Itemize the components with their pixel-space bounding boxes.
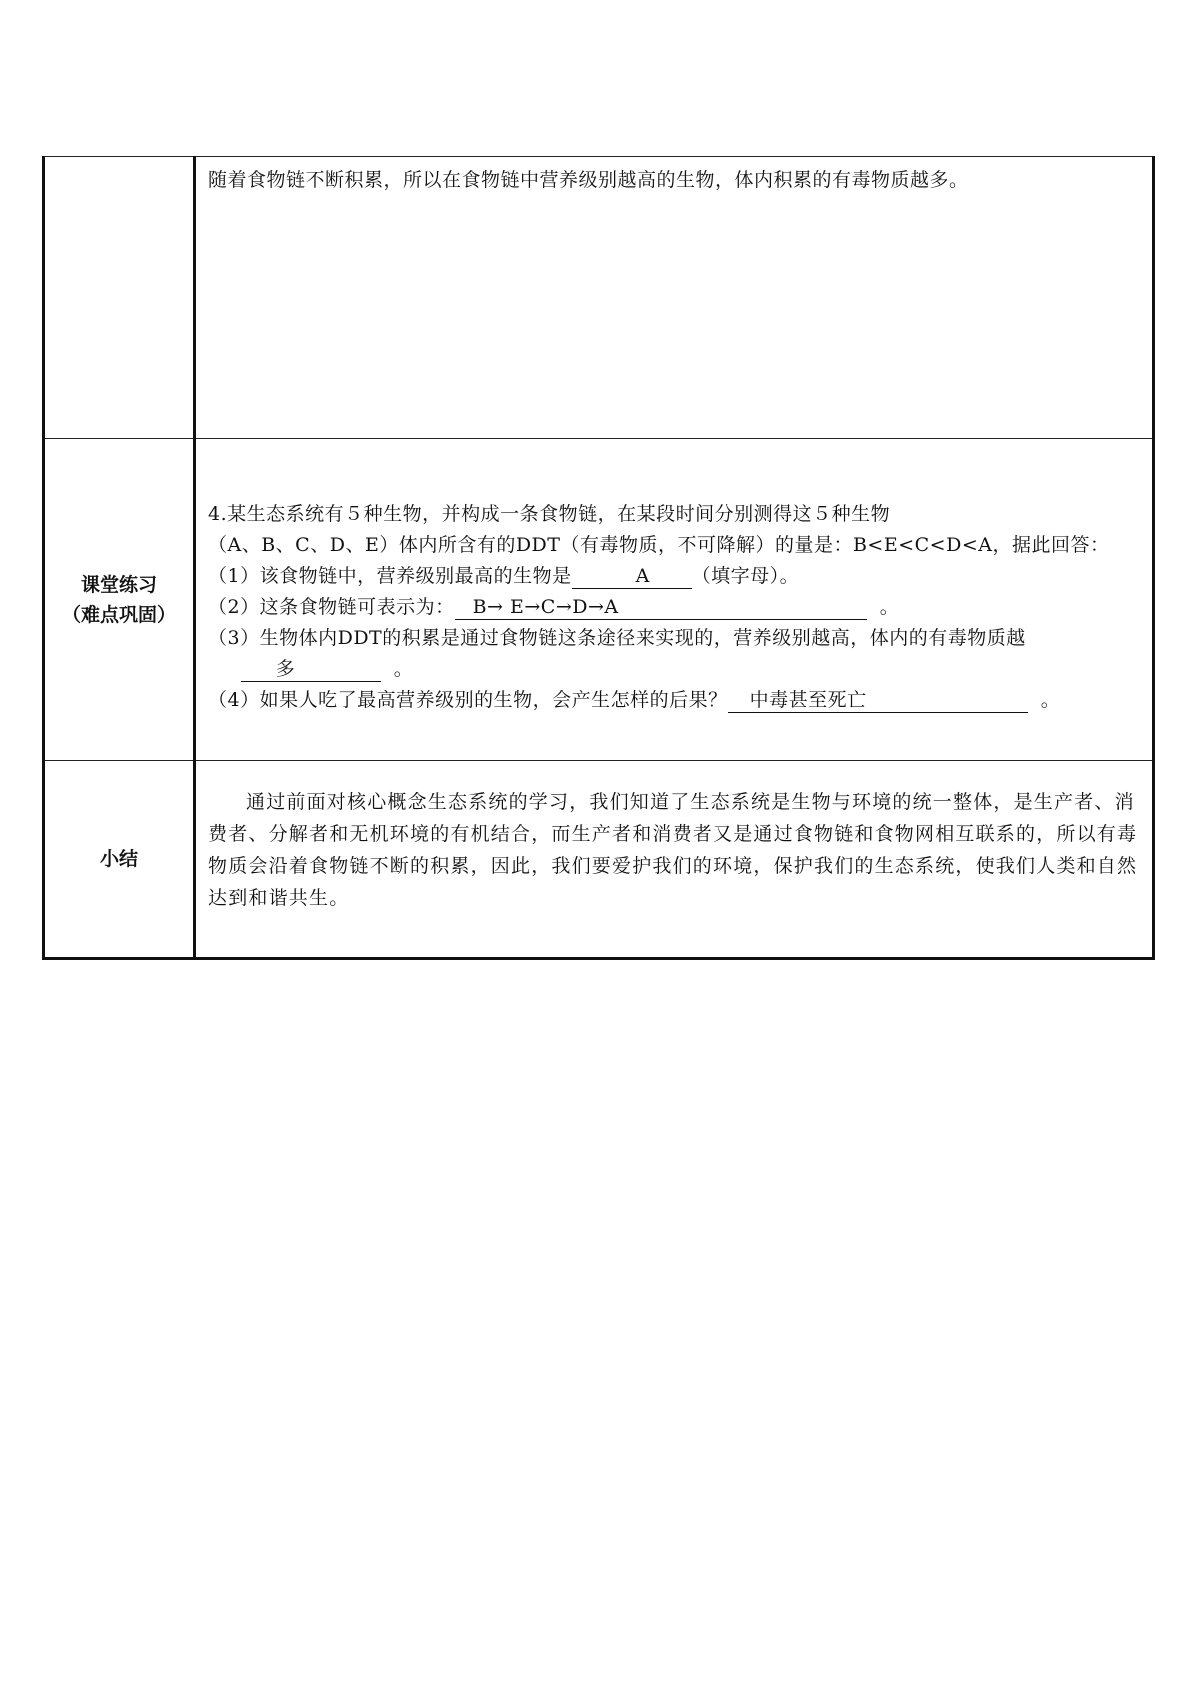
carry-over-label-cell <box>44 157 195 439</box>
summary-row <box>44 761 1154 959</box>
carry-over-text: 随着食物链不断积累，所以在食物链中营养级别越高的生物，体内积累的有毒物质越多。 <box>208 169 969 191</box>
question-intro: 4.某生态系统有５种生物，并构成一条食物链，在某段时间分别测得这５种生物 <box>208 503 891 525</box>
practice-label-line2: （难点巩固） <box>61 603 176 626</box>
q4-prefix: （4）如果人吃了最高营养级别的生物，会产生怎样的后果？ <box>208 689 728 711</box>
q4-answer-blank: 中毒甚至死亡 <box>728 688 1028 713</box>
q1-prefix: （1）该食物链中，营养级别最高的生物是 <box>208 565 572 587</box>
q2-answer-blank: B→ E→C→D→A <box>455 595 867 620</box>
question-3 <box>208 623 1140 654</box>
summary-label: 小结 <box>99 848 138 870</box>
q4-suffix: 。 <box>1040 689 1061 711</box>
q1-suffix: （填字母）。 <box>691 565 800 587</box>
summary-text: 通过前面对核心概念生态系统的学习，我们知道了生态系统是生物与环境的统一整体，是生产者、消费者、分解者和无机环境的有机结合，而生产者和消费者又是通过食物链和食物网相互联系的，所以有毒物质会沿着食物链不断的积累，因此，我们要爱护我们的环境，保护我们的生态系统，使我们人类和自然达到和谐共生。 <box>208 791 1138 909</box>
q2-prefix: （2）这条食物链可表示为： <box>208 596 455 618</box>
question-4 <box>208 685 1140 716</box>
practice-label-line1: 课堂练习 <box>80 573 157 596</box>
q3-answer-blank: 多 <box>241 657 381 682</box>
question-3-cont <box>208 654 1140 685</box>
summary-content-cell <box>195 761 1154 959</box>
practice-label-cell <box>44 439 195 761</box>
question-2 <box>208 592 1140 623</box>
q1-answer-blank: A <box>572 564 692 589</box>
practice-row <box>44 439 1154 761</box>
q2-suffix: 。 <box>879 596 900 618</box>
q3-suffix: 。 <box>393 658 414 680</box>
carry-over-row <box>44 157 1154 439</box>
question-intro-2: （A、B、C、D、E）体内所含有的DDT（有毒物质，不可降解）的量是：B<E<C<D<A，据此回答： <box>208 534 1110 556</box>
summary-label-cell <box>44 761 195 959</box>
question-1 <box>208 561 1140 592</box>
lesson-table <box>42 156 1155 960</box>
carry-over-content-cell <box>195 157 1154 439</box>
practice-content-cell <box>195 439 1154 761</box>
q3-prefix: （3）生物体内DDT的积累是通过食物链这条途径来实现的，营养级别越高，体内的有毒物质越 <box>208 627 1026 649</box>
